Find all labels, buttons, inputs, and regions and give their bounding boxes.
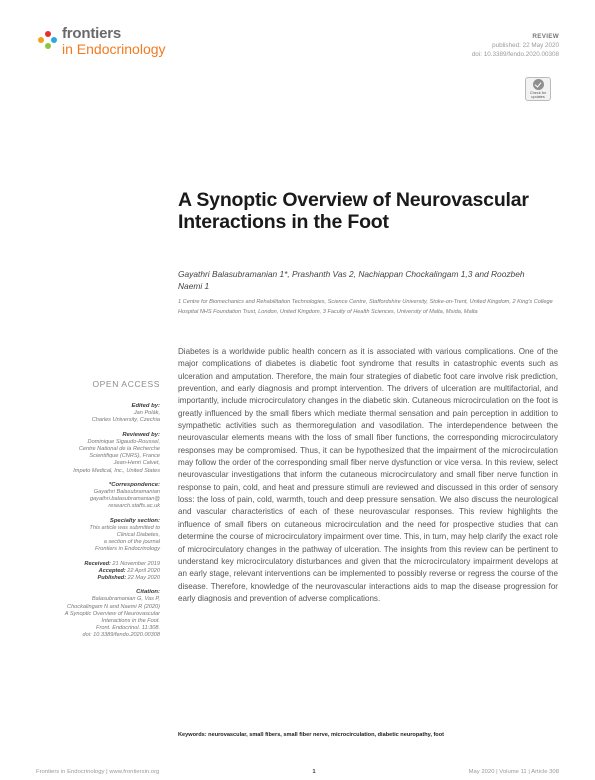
keywords-list: neurovascular, small fibers, small fiber nerve, microcirculation, diabetic neuropathy, foot — [208, 732, 445, 738]
affiliations: 1 Centre for Biomechanics and Rehabilitation Technologies, Science Centre, Staffordshire University, Stoke-on-Trent, United Kingdom, 2 King's College Hospital NHS Foundation Trust, London, United Kingdom, 3 Faculty of Health Sciences, University of Malta, Msida, Malta — [178, 299, 553, 315]
logo-dot-red — [45, 31, 51, 37]
reviewed-by: Reviewed by: Dominique Sigaudo-Roussel, Centre National de la Recherche Scientifique (CNRS), France Jean-Henri Calvet, Impeto Medical, Inc., United States — [73, 431, 160, 474]
article-meta — [472, 32, 559, 59]
frontiers-logo-icon — [38, 31, 58, 51]
logo-brand: frontiers — [62, 25, 122, 42]
published-date: published: 22 May 2020 — [492, 42, 559, 49]
logo-journal-name: in Endocrinology — [62, 41, 166, 57]
page-number: 1 — [312, 769, 316, 775]
specialty-section: Specialty section: This article was submitted to Clinical Diabetes, a section of the journal Frontiers in Endocrinology — [89, 517, 160, 553]
badge-label: Check for updates — [529, 91, 547, 99]
footer-issue: May 2020 | Volume 11 | Article 308 — [468, 769, 559, 775]
logo-dot-blue — [51, 37, 57, 43]
check-icon — [533, 79, 544, 90]
check-for-updates-button[interactable] — [525, 77, 551, 101]
logo-dot-green — [45, 43, 51, 49]
article-type: REVIEW — [532, 33, 559, 40]
abstract: Diabetes is a worldwide public health concern as it is associated with various complications. One of the major complications of diabetes is diabetic foot syndrome that results in catastrophic events such as ulceration and amputation. Therefore, the main four strategies of diabetic foot care involve risk prediction, prevention, and early diagnosis and prompt intervention. The drivers of ulceration are multifactorial, and importantly, include microcirculatory changes in the diabetic skin. Cutaneous microcirculation on the foot is greatly influenced by the small fibers which mediate thermal sensation and pain perception in addition to sympathetic activities such as thermoregulation and vasodilation. The interdependence between the neurovascular elements means with the loss of small fiber functions, the corresponding microcirculatory responses may be compromised. Thus, it can be hypothesized that the impairment of the microcirculation may follow the order of the corresponding small fiber nerve dysfunction or vice versa. In this review, select neurovascular investigations that inform the cutaneous microcirculatory and small fiber nerve function in response to pain, cold, and heat and pressure stimuli are reviewed and discussed in this order of sensory loss: the loss of pain, cold, warmth, touch and deep pressure sensation. We also discuss the neurological and vascular characteristics of each of these neurovascular responses. This review highlights the influence of small fibers on cutaneous microcirculation and the need for prospective studies that can determine the course of microcirculatory impairment over time. This, in turn, may help clarify the exact role of microcirculatory changes in the pathway of ulceration. The insights from this review can be pertinent to understand key microcirculatory disturbances and given that the microcirculatory impairment develops at an early stage, relevant interventions can be implemented to possibly reverse or regress the course of the disease. Therefore, knowledge of the neurovascular interactions aids to map the disease progression for early diagnosis and prevention of adverse complications. — [178, 347, 558, 603]
correspondence: *Correspondence: Gayathri Balasubramanian gayathri.balasubramanian@ research.staffs.ac.uk — [20, 482, 160, 511]
edited-by: Edited by: Jan Polák, Charles University, Czechia — [91, 403, 160, 424]
article-doi[interactable]: doi: 10.3389/fendo.2020.00308 — [471, 51, 559, 58]
citation: Citation: Balasubramanian G, Vas P, Chockalingam N and Naemi R (2020) A Synoptic Overview of Neurovascular Interactions in the Foot. Front. Endocrinol. 11:308. doi: 10.3389/fendo.2020.00308 — [64, 589, 160, 639]
open-access-label: OPEN ACCESS — [92, 379, 160, 389]
keywords-label: Keywords: — [178, 732, 207, 738]
page-footer — [36, 769, 559, 775]
article-dates: Received: 21 November 2019 Accepted: 22 April 2020 Published: 22 May 2020 — [84, 560, 160, 582]
logo-dot-orange — [38, 37, 44, 43]
author-list: Gayathri Balasubramanian 1*, Prashanth Vas 2, Nachiappan Chockalingam 1,3 and Roozbeh Naemi 1 — [178, 269, 525, 291]
article-title: A Synoptic Overview of Neurovascular Interactions in the Foot — [178, 189, 529, 233]
journal-logo[interactable] — [38, 26, 166, 56]
correspondence-email[interactable]: gayathri.balasubramanian@ — [89, 496, 160, 503]
footer-journal-site[interactable]: Frontiers in Endocrinology | www.frontiersin.org — [36, 769, 160, 775]
article-info-sidebar — [20, 403, 160, 647]
keywords — [178, 732, 558, 738]
